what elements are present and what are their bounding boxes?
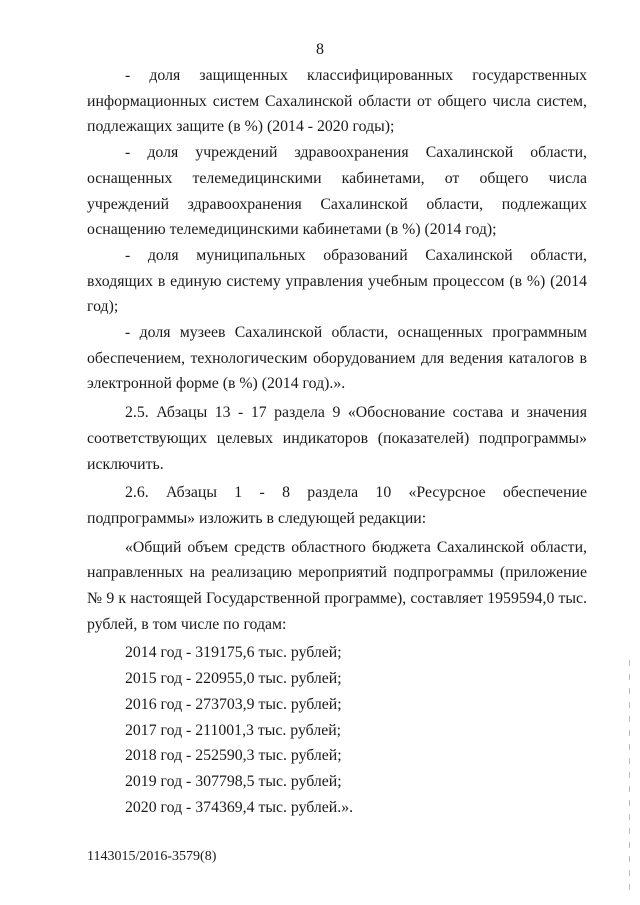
funding-year-2018: 2018 год - 252590,3 тыс. рублей;	[125, 747, 342, 765]
paragraph-protected-systems: - доля защищенных классифицированных государственных информационных систем Сахалинской области от общего числа систем, подлежащих защите (в %) (2014 - 2020 годы);	[87, 67, 587, 136]
paragraph-total-funding: «Общий объем средств областного бюджета Сахалинской области, направленных на реализацию мероприятий подпрограммы (приложение № 9 к настоящей Государственной программе), составляет 1959594,0 тыс. рублей, в том числе по годам:	[87, 538, 587, 633]
funding-year-2019: 2019 год - 307798,5 тыс. рублей;	[125, 772, 342, 790]
paragraph-item-2-5: 2.5. Абзацы 13 - 17 раздела 9 «Обоснование состава и значения соответствующих целевых индикаторов (показателей) подпрограммы» исключить.	[87, 404, 587, 473]
funding-year-2014: 2014 год - 319175,6 тыс. рублей;	[125, 644, 342, 662]
paragraph-museums: - доля музеев Сахалинской области, оснащенных программным обеспечением, технологическим оборудованием для ведения каталогов в электронной форме (в %) (2014 год).».	[87, 324, 587, 393]
page-number: 8	[316, 41, 324, 58]
document-code: 1143015/2016-3579(8)	[87, 849, 217, 864]
funding-year-2016: 2016 год - 273703,9 тыс. рублей;	[125, 695, 342, 713]
funding-year-list	[87, 640, 587, 820]
paragraph-telemedicine: - доля учреждений здравоохранения Сахалинской области, оснащенных телемедицинскими кабинетами, от общего числа учреждений здравоохранения Сахалинской области, подлежащих оснащению телемедицинскими кабинетами (в %) (2014 год);	[87, 144, 587, 239]
paragraph-municipal-education: - доля муниципальных образований Сахалинской области, входящих в единую систему управления учебным процессом (в %) (2014 год);	[87, 246, 587, 316]
paragraph-item-2-6: 2.6. Абзацы 1 - 8 раздела 10 «Ресурсное обеспечение подпрограммы» изложить в следующей редакции:	[87, 484, 587, 527]
scan-edge-artifact	[629, 660, 630, 890]
document-body	[87, 63, 587, 820]
funding-year-2020: 2020 год - 374369,4 тыс. рублей.».	[125, 798, 354, 816]
funding-year-2015: 2015 год - 220955,0 тыс. рублей;	[125, 670, 342, 688]
funding-year-2017: 2017 год - 211001,3 тыс. рублей;	[125, 721, 342, 739]
